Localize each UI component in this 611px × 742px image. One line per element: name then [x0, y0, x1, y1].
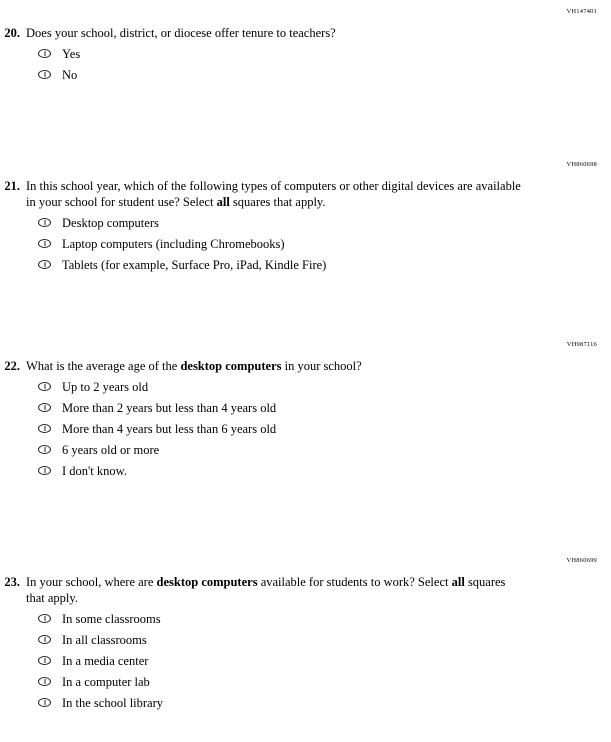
option-label: Laptop computers (including Chromebooks) [62, 237, 285, 251]
option-item[interactable] [0, 401, 611, 415]
question-number: 22. [4, 359, 20, 373]
checkbox-icon[interactable] [38, 635, 52, 649]
question-block [0, 341, 611, 485]
option-label: 6 years old or more [62, 443, 160, 457]
option-label: I don't know. [62, 464, 127, 478]
checkbox-icon[interactable] [38, 382, 52, 396]
question-code: VH860699 [566, 557, 597, 564]
checkbox-icon[interactable] [38, 403, 52, 417]
question-block [0, 161, 611, 279]
option-label: Desktop computers [62, 216, 159, 230]
question-code: VH147401 [566, 8, 597, 15]
option-label: No [62, 68, 78, 82]
checkbox-icon[interactable] [38, 445, 52, 459]
option-item[interactable] [0, 612, 611, 626]
question-number: 23. [4, 575, 20, 589]
option-item[interactable] [0, 675, 611, 689]
option-item[interactable] [0, 380, 611, 394]
question-text: Does your school, district, or diocese offer tenure to teachers? [26, 26, 336, 40]
question-text: What is the average age of the desktop computers in your school? [26, 359, 362, 373]
option-list [0, 216, 611, 272]
option-item[interactable] [0, 633, 611, 647]
question-text: In this school year, which of the following types of computers or other digital devices are available in your school for student use? Select all squares that apply. [26, 179, 521, 209]
option-item[interactable] [0, 696, 611, 710]
checkbox-icon[interactable] [38, 698, 52, 712]
question-row [0, 574, 611, 606]
checkbox-icon[interactable] [38, 239, 52, 253]
question-row [0, 25, 611, 41]
checkbox-icon[interactable] [38, 218, 52, 232]
option-label: In the school library [62, 696, 164, 710]
option-label: Up to 2 years old [62, 380, 149, 394]
option-list [0, 612, 611, 710]
checkbox-icon[interactable] [38, 656, 52, 670]
option-label: In a media center [62, 654, 149, 668]
option-label: In a computer lab [62, 675, 150, 689]
question-block [0, 557, 611, 717]
question-text: In your school, where are desktop computers available for students to work? Select all squares that apply. [26, 575, 506, 605]
option-item[interactable] [0, 68, 611, 82]
option-list [0, 380, 611, 478]
checkbox-icon[interactable] [38, 677, 52, 691]
option-item[interactable] [0, 216, 611, 230]
question-code: VH987116 [566, 341, 597, 348]
checkbox-icon[interactable] [38, 424, 52, 438]
checkbox-icon[interactable] [38, 260, 52, 274]
option-item[interactable] [0, 422, 611, 436]
question-number: 20. [4, 26, 20, 40]
option-list [0, 47, 611, 82]
option-item[interactable] [0, 443, 611, 457]
question-number: 21. [4, 179, 20, 193]
checkbox-icon[interactable] [38, 466, 52, 480]
option-item[interactable] [0, 47, 611, 61]
option-item[interactable] [0, 654, 611, 668]
option-item[interactable] [0, 237, 611, 251]
checkbox-icon[interactable] [38, 614, 52, 628]
question-code: VH860698 [566, 161, 597, 168]
option-item[interactable] [0, 464, 611, 478]
question-row [0, 358, 611, 374]
option-label: More than 2 years but less than 4 years old [62, 401, 277, 415]
checkbox-icon[interactable] [38, 70, 52, 84]
option-label: Yes [62, 47, 81, 61]
option-label: More than 4 years but less than 6 years old [62, 422, 277, 436]
question-row [0, 178, 611, 210]
option-label: In all classrooms [62, 633, 147, 647]
question-block [0, 8, 611, 89]
option-label: Tablets (for example, Surface Pro, iPad, Kindle Fire) [62, 258, 327, 272]
option-label: In some classrooms [62, 612, 161, 626]
option-item[interactable] [0, 258, 611, 272]
checkbox-icon[interactable] [38, 49, 52, 63]
